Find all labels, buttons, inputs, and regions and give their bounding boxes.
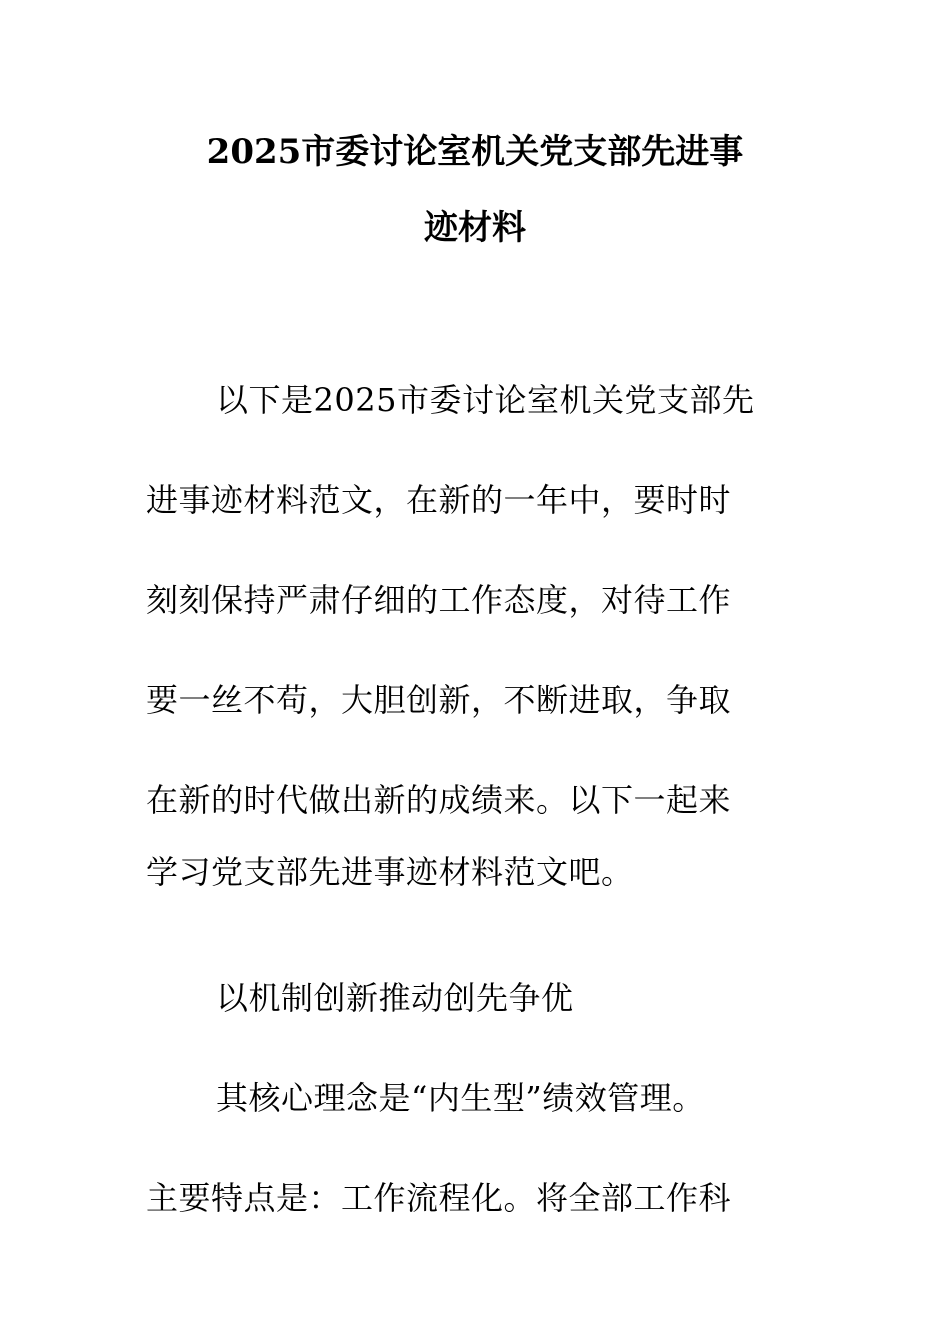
body-line-5: 在新的时代做出新的成绩来。以下一起来 bbox=[146, 781, 732, 819]
body-line-3: 刻刻保持严肃仔细的工作态度，对待工作 bbox=[146, 581, 732, 619]
document-title-line-1: 2025市委讨论室机关党支部先进事 bbox=[206, 132, 744, 172]
section-heading: 以机制创新推动创先争优 bbox=[216, 979, 574, 1017]
body-line-8: 其核心理念是“内生型”绩效管理。 bbox=[216, 1079, 705, 1117]
body-line-4: 要一丝不苟，大胆创新，不断进取，争取 bbox=[146, 681, 732, 719]
body-line-1: 以下是2025市委讨论室机关党支部先 bbox=[216, 381, 755, 419]
body-line-2: 进事迹材料范文，在新的一年中，要时时 bbox=[146, 481, 732, 519]
body-line-6: 学习党支部先进事迹材料范文吧。 bbox=[146, 853, 634, 891]
body-line-9: 主要特点是：工作流程化。将全部工作科 bbox=[146, 1179, 732, 1217]
document-title-line-2: 迹材料 bbox=[424, 208, 526, 248]
